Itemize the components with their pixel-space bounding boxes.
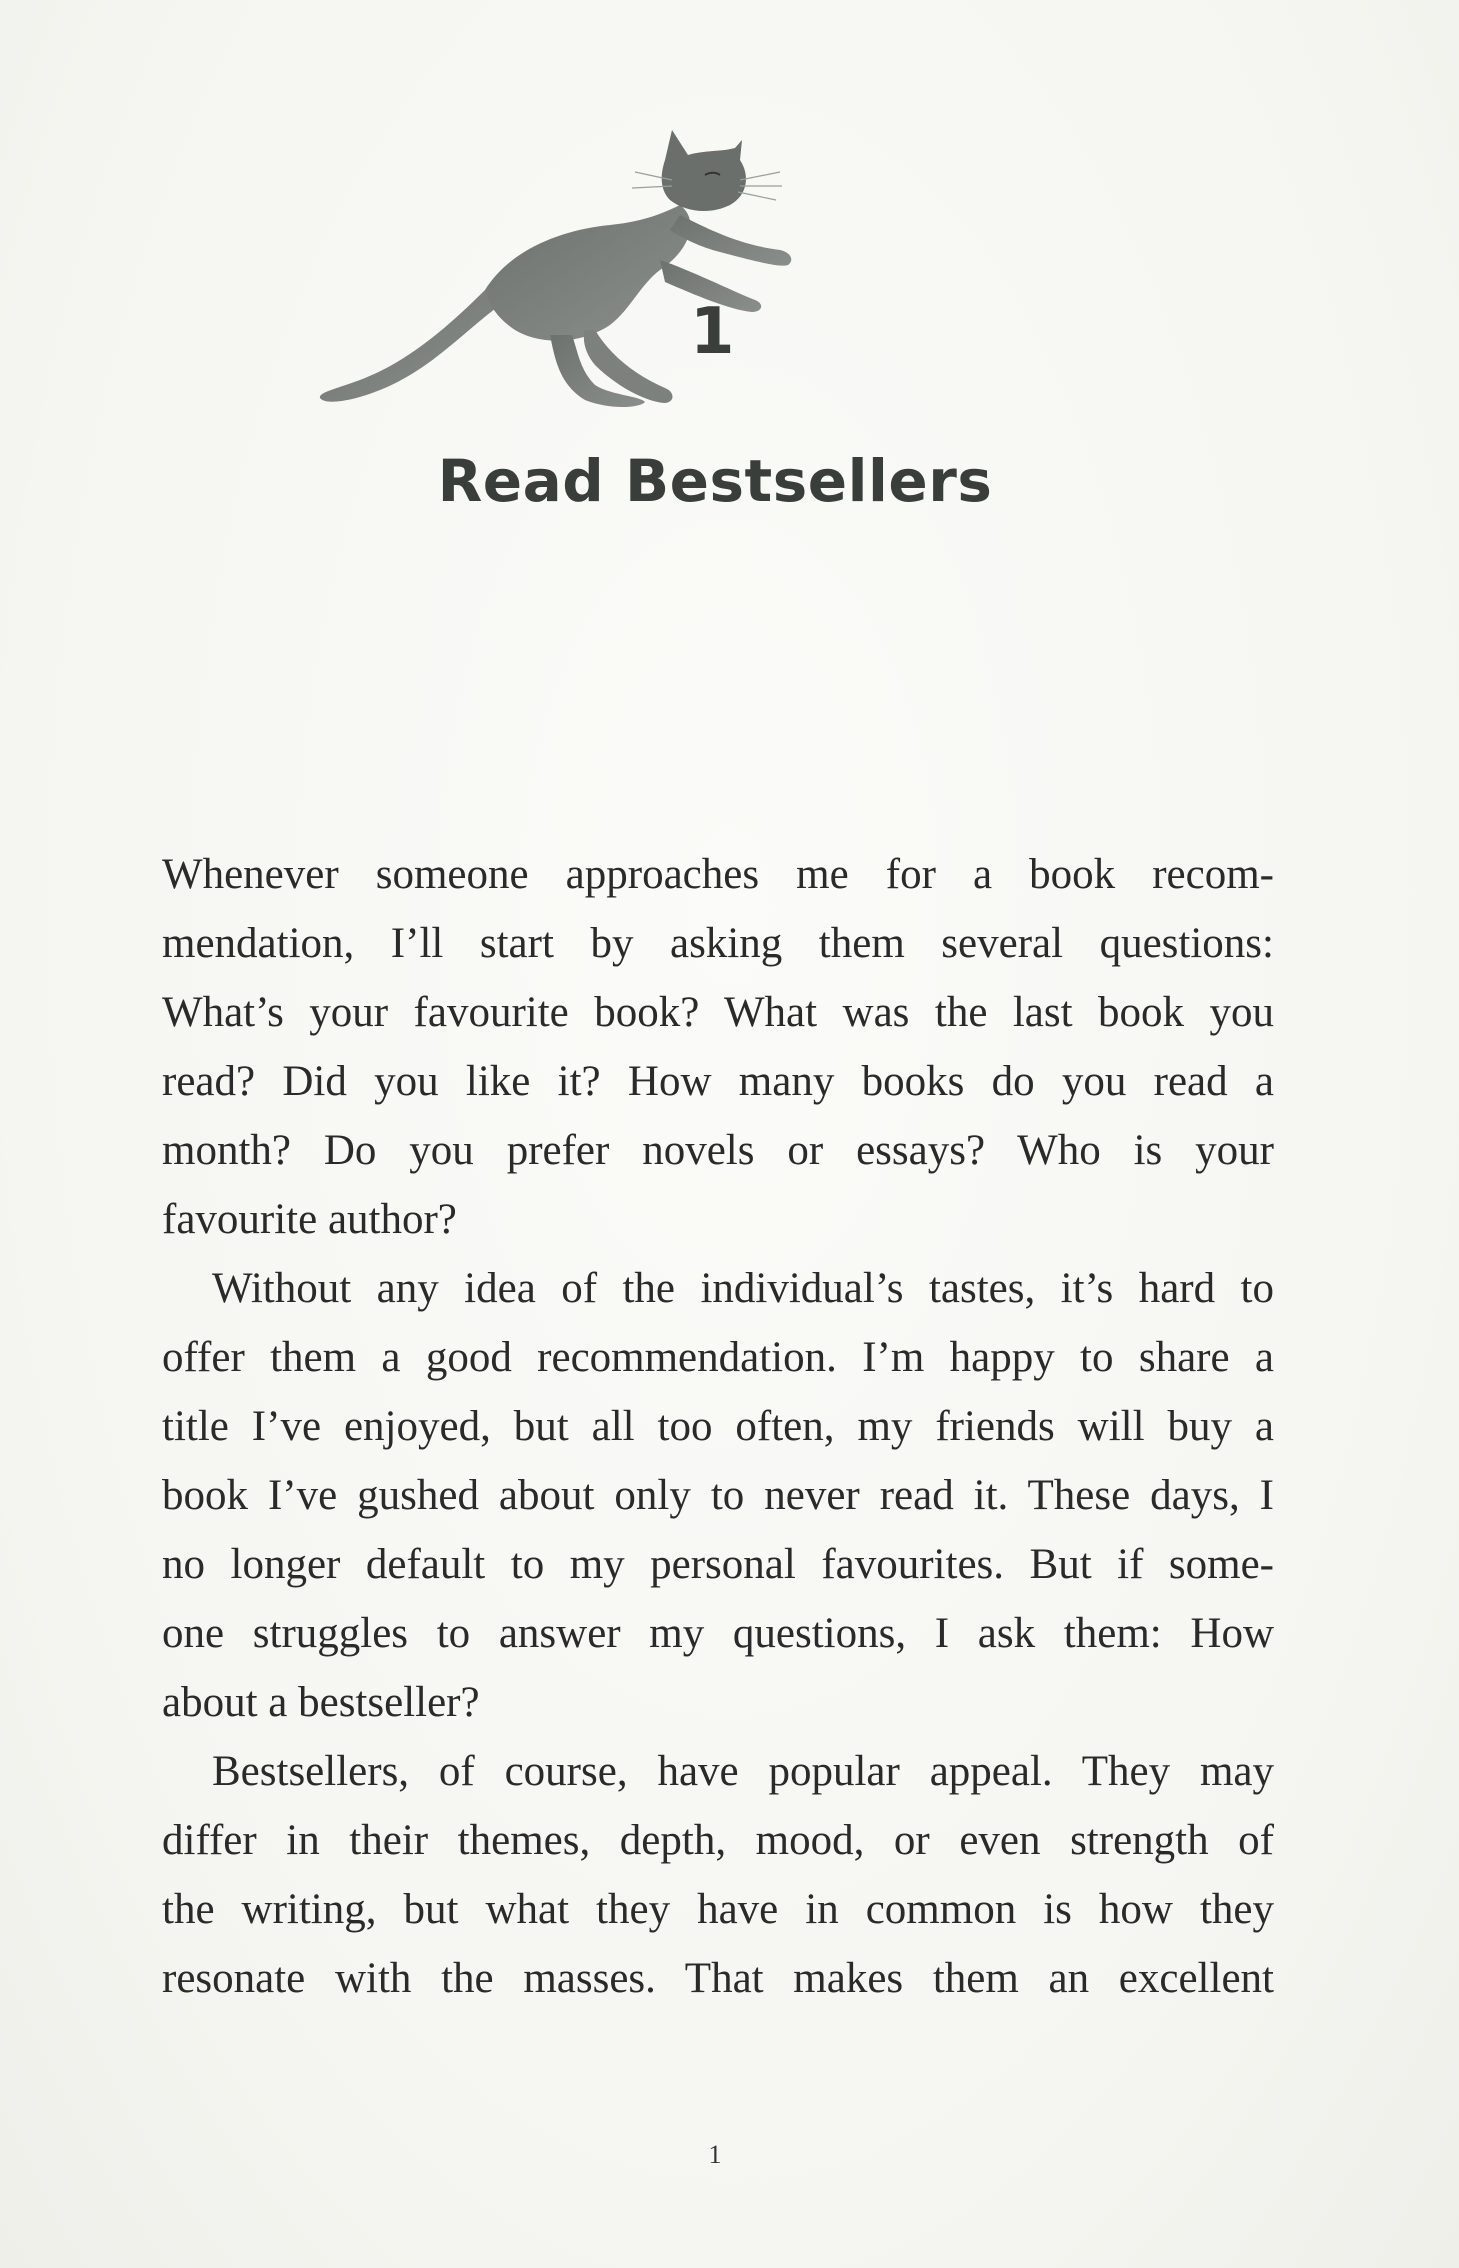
page-number: 1 xyxy=(708,2140,722,2169)
text-line: no longer default to my personal favourites. But if some- xyxy=(162,1541,1274,1588)
text-line: month? Do you prefer novels or essays? Who is your xyxy=(162,1127,1274,1174)
text-line: mendation, I’ll start by asking them several questions: xyxy=(162,920,1274,967)
chapter-title: Read Bestsellers xyxy=(437,447,993,515)
paragraph xyxy=(162,1254,1274,1737)
chapter-number: 1 xyxy=(690,295,735,369)
text-line: differ in their themes, depth, mood, or even strength of xyxy=(162,1817,1274,1864)
text-line: one struggles to answer my questions, I ask them: How xyxy=(162,1610,1274,1657)
chapter-body-text xyxy=(162,840,1274,2013)
text-line: title I’ve enjoyed, but all too often, my friends will buy a xyxy=(162,1403,1274,1450)
text-line: Without any idea of the individual’s tastes, it’s hard to xyxy=(212,1265,1274,1312)
text-line: read? Did you like it? How many books do you read a xyxy=(162,1058,1274,1105)
text-line: What’s your favourite book? What was the last book you xyxy=(162,989,1274,1036)
text-line: resonate with the masses. That makes them an excellent xyxy=(162,1955,1274,2002)
text-line: favourite author? xyxy=(162,1196,457,1243)
paragraph xyxy=(162,1737,1274,2013)
text-line: book I’ve gushed about only to never read it. These days, I xyxy=(162,1472,1274,1519)
leaping-cat-icon xyxy=(310,120,860,450)
text-line: the writing, but what they have in common is how they xyxy=(162,1886,1274,1933)
text-line: Whenever someone approaches me for a book recom- xyxy=(162,851,1274,898)
text-line: about a bestseller? xyxy=(162,1679,480,1726)
text-line: Bestsellers, of course, have popular appeal. They may xyxy=(212,1748,1274,1795)
text-line: offer them a good recommendation. I’m happy to share a xyxy=(162,1334,1274,1381)
paragraph xyxy=(162,840,1274,1254)
